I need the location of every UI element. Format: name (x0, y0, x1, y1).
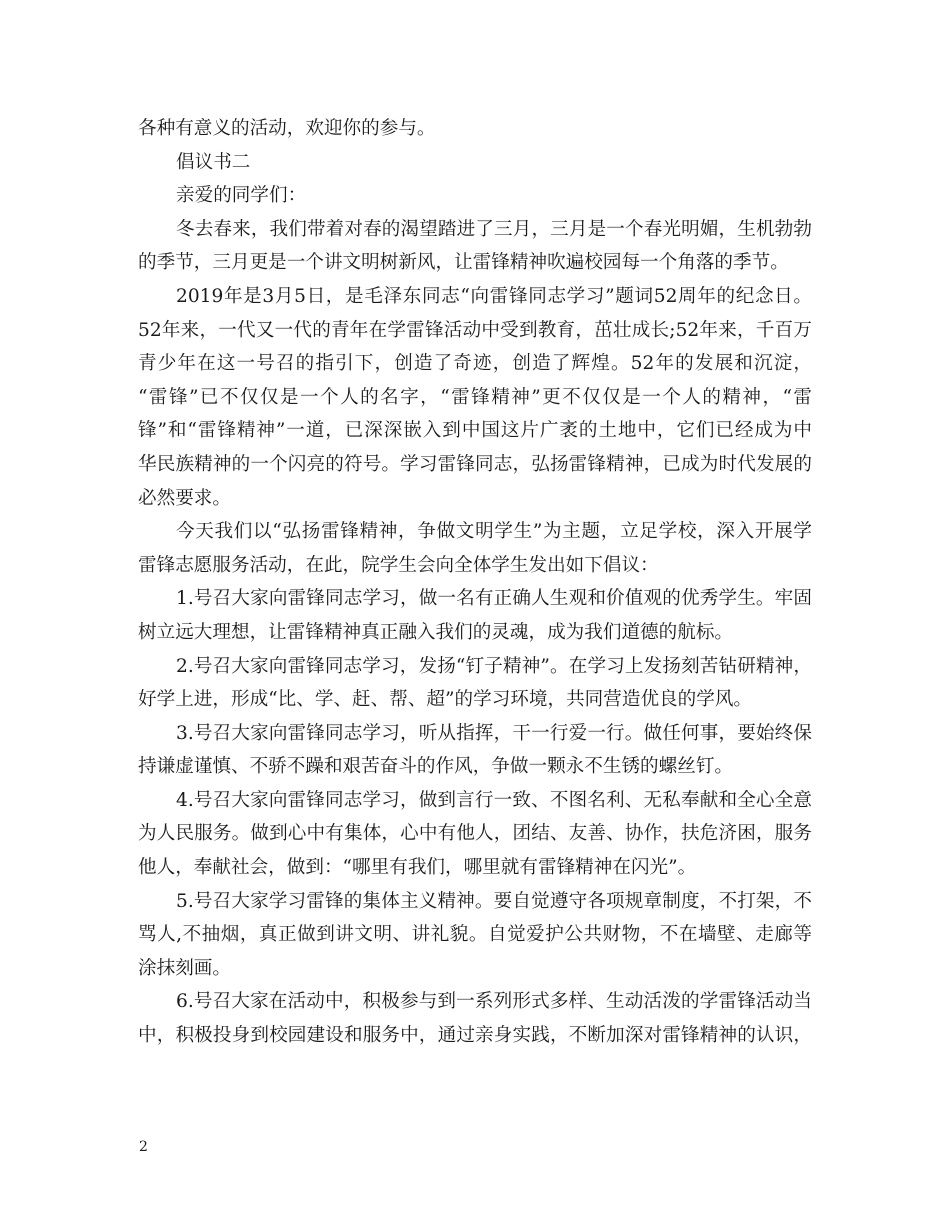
text-line: 树立远大理想，让雷锋精神真正融入我们的灵魂，成为我们道德的航标。 (138, 621, 734, 643)
text-line: 的季节，三月更是一个讲文明树新风，让雷锋精神吹遍校园每一个角落的季节。 (138, 252, 789, 274)
page-number: 2 (139, 1139, 148, 1155)
text-line: 52年来，一代又一代的青年在学雷锋活动中受到教育，茁壮成长;52年来，千百万 (138, 319, 812, 341)
text-line: 1.号召大家向雷锋同志学习，做一名有正确人生观和价值观的优秀学生。牢固 (176, 588, 812, 610)
text-line: 各种有意义的活动，欢迎你的参与。 (138, 118, 436, 139)
text-line: 中，积极投身到校园建设和服务中，通过亲身实践，不断加深对雷锋精神的认识， (138, 1025, 812, 1047)
text-line: 必然要求。 (138, 487, 231, 509)
text-line: 持谦虚谨慎、不骄不躁和艰苦奋斗的作风，争做一颗永不生锈的螺丝钉。 (138, 756, 734, 778)
text-line: 4.号召大家向雷锋同志学习，做到言行一致、不图名利、无私奉献和全心全意 (176, 789, 812, 811)
text-line: 2019年是3月5日，是毛泽东同志“向雷锋同志学习”题词52周年的纪念日。 (176, 285, 812, 307)
text-line: 雷锋志愿服务活动，在此，院学生会向全体学生发出如下倡议： (138, 554, 659, 576)
text-line: 今天我们以“弘扬雷锋精神，争做文明学生”为主题，立足学校，深入开展学 (176, 521, 812, 543)
text-line: 倡议书二 (176, 151, 251, 173)
text-line: 骂人,不抽烟，真正做到讲文明、讲礼貌。自觉爱护公共财物，不在墙壁、走廊等 (138, 924, 812, 946)
text-line: 涂抹刻画。 (138, 957, 231, 979)
text-line: 亲爱的同学们： (176, 185, 307, 207)
text-line: 锋”和“雷锋精神”一道，已深深嵌入到中国这片广袤的土地中，它们已经成为中 (138, 420, 812, 442)
text-line: 青少年在这一号召的指引下，创造了奇迹，创造了辉煌。52年的发展和沉淀， (138, 353, 812, 375)
text-line: 6.号召大家在活动中，积极参与到一系列形式多样、生动活泼的学雷锋活动当 (176, 991, 812, 1013)
text-line: 2.号召大家向雷锋同志学习，发扬“钉子精神”。在学习上发扬刻苦钻研精神， (176, 655, 812, 677)
text-line: 华民族精神的一个闪亮的符号。学习雷锋同志，弘扬雷锋精神，已成为时代发展的 (138, 453, 812, 475)
text-line: 为人民服务。做到心中有集体，心中有他人，团结、友善、协作，扶危济困，服务 (138, 823, 812, 845)
text-line: 他人，奉献社会，做到：“哪里有我们，哪里就有雷锋精神在闪光”。 (138, 857, 697, 879)
text-line: 好学上进，形成“比、学、赶、帮、超”的学习环境，共同营造优良的学风。 (138, 689, 753, 711)
document-body (138, 112, 812, 1053)
text-line: 冬去春来，我们带着对春的渴望踏进了三月，三月是一个春光明媚，生机勃勃 (176, 218, 812, 240)
text-line: “雷锋”已不仅仅是一个人的名字，“雷锋精神”更不仅仅是一个人的精神，“雷 (138, 386, 812, 408)
text-line: 5.号召大家学习雷锋的集体主义精神。要自觉遵守各项规章制度，不打架，不 (176, 890, 812, 912)
text-line: 3.号召大家向雷锋同志学习，听从指挥，干一行爱一行。做任何事，要始终保 (176, 722, 812, 744)
